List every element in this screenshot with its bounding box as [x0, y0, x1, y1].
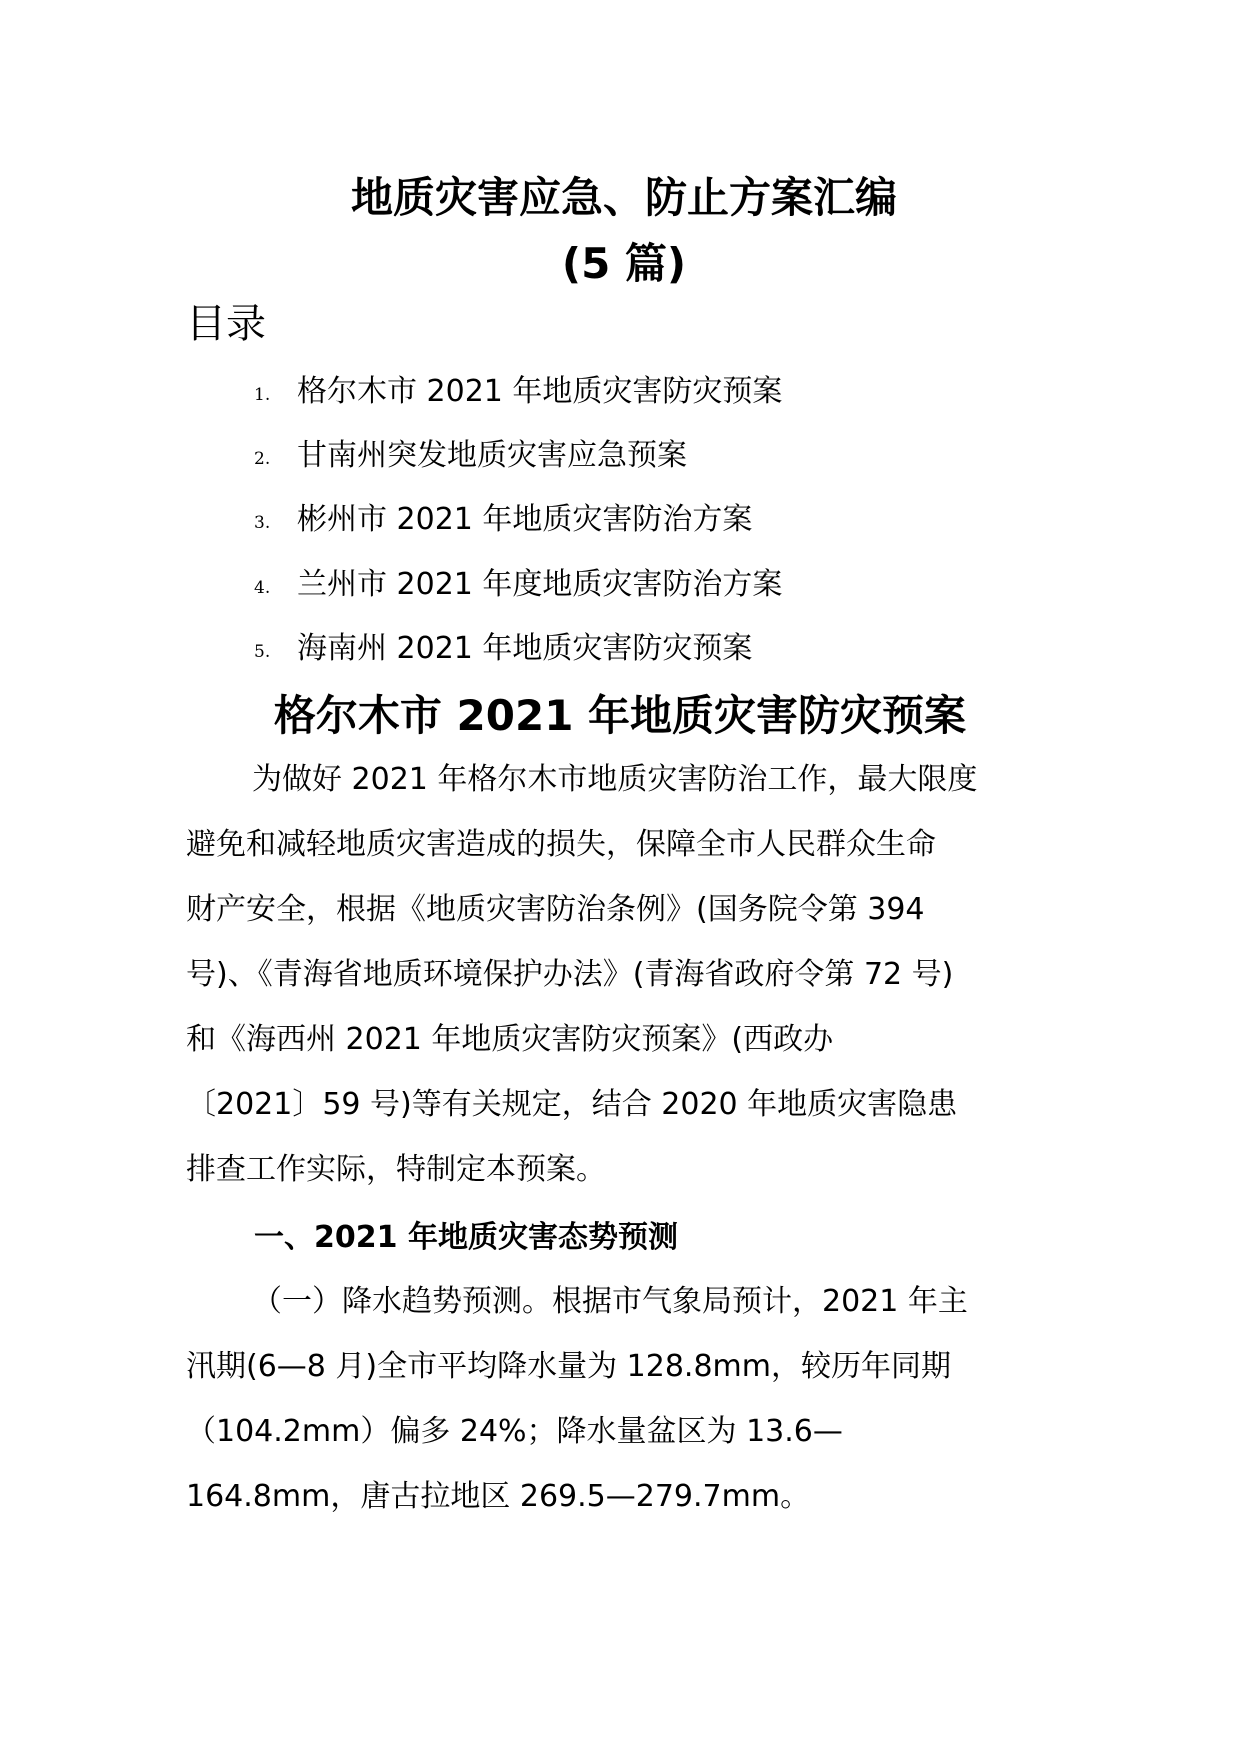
paragraph-line: 为做好 2021 年格尔木市地质灾害防治工作，最大限度	[252, 762, 978, 797]
paragraph-line: 财产安全，根据《地质灾害防治条例》(国务院令第 394	[186, 892, 925, 927]
toc-item-number: 2.	[254, 449, 271, 469]
paragraph-line: 排查工作实际，特制定本预案。	[186, 1152, 606, 1187]
toc-item[interactable]	[0, 498, 1240, 548]
toc-item-number: 4.	[254, 578, 271, 598]
paragraph-line: 〔2021〕59 号)等有关规定，结合 2020 年地质灾害隐患	[186, 1087, 958, 1122]
paragraph-line: 汛期(6—8 月)全市平均降水量为 128.8mm，较历年同期	[186, 1349, 951, 1384]
toc-item-number: 3.	[254, 513, 271, 533]
section-title: 格尔木市 2021 年地质灾害防灾预案	[273, 691, 967, 740]
toc-item-link[interactable]: 格尔木市 2021 年地质灾害防灾预案	[297, 374, 783, 409]
paragraph-line: 和《海西州 2021 年地质灾害防灾预案》(西政办	[186, 1022, 834, 1057]
toc-item-number: 1.	[254, 385, 271, 405]
paragraph-line: （一）降水趋势预测。根据市气象局预计，2021 年主	[252, 1284, 968, 1319]
toc-item[interactable]	[0, 563, 1240, 613]
paragraph-line: 避免和减轻地质灾害造成的损失，保障全市人民群众生命	[186, 827, 936, 862]
toc-item-link[interactable]: 兰州市 2021 年度地质灾害防治方案	[297, 567, 783, 602]
toc-item-link[interactable]: 甘南州突发地质灾害应急预案	[297, 438, 687, 473]
document-title: 地质灾害应急、防止方案汇编	[350, 173, 897, 222]
toc-item[interactable]	[0, 370, 1240, 420]
toc-item[interactable]	[0, 434, 1240, 484]
paragraph-line: 号)、《青海省地质环境保护办法》(青海省政府令第 72 号)	[186, 957, 954, 992]
toc-item-link[interactable]: 彬州市 2021 年地质灾害防治方案	[297, 502, 753, 537]
document-subtitle: (5 篇)	[561, 239, 687, 288]
paragraph-line: （104.2mm）偏多 24%；降水量盆区为 13.6—	[186, 1414, 843, 1449]
toc-heading: 目录	[186, 301, 266, 347]
toc-item-number: 5.	[254, 642, 271, 662]
toc-item[interactable]	[0, 627, 1240, 677]
paragraph-line: 164.8mm，唐古拉地区 269.5—279.7mm。	[186, 1479, 811, 1514]
subsection-heading: 一、2021 年地质灾害态势预测	[254, 1220, 678, 1255]
toc-item-link[interactable]: 海南州 2021 年地质灾害防灾预案	[297, 631, 753, 666]
